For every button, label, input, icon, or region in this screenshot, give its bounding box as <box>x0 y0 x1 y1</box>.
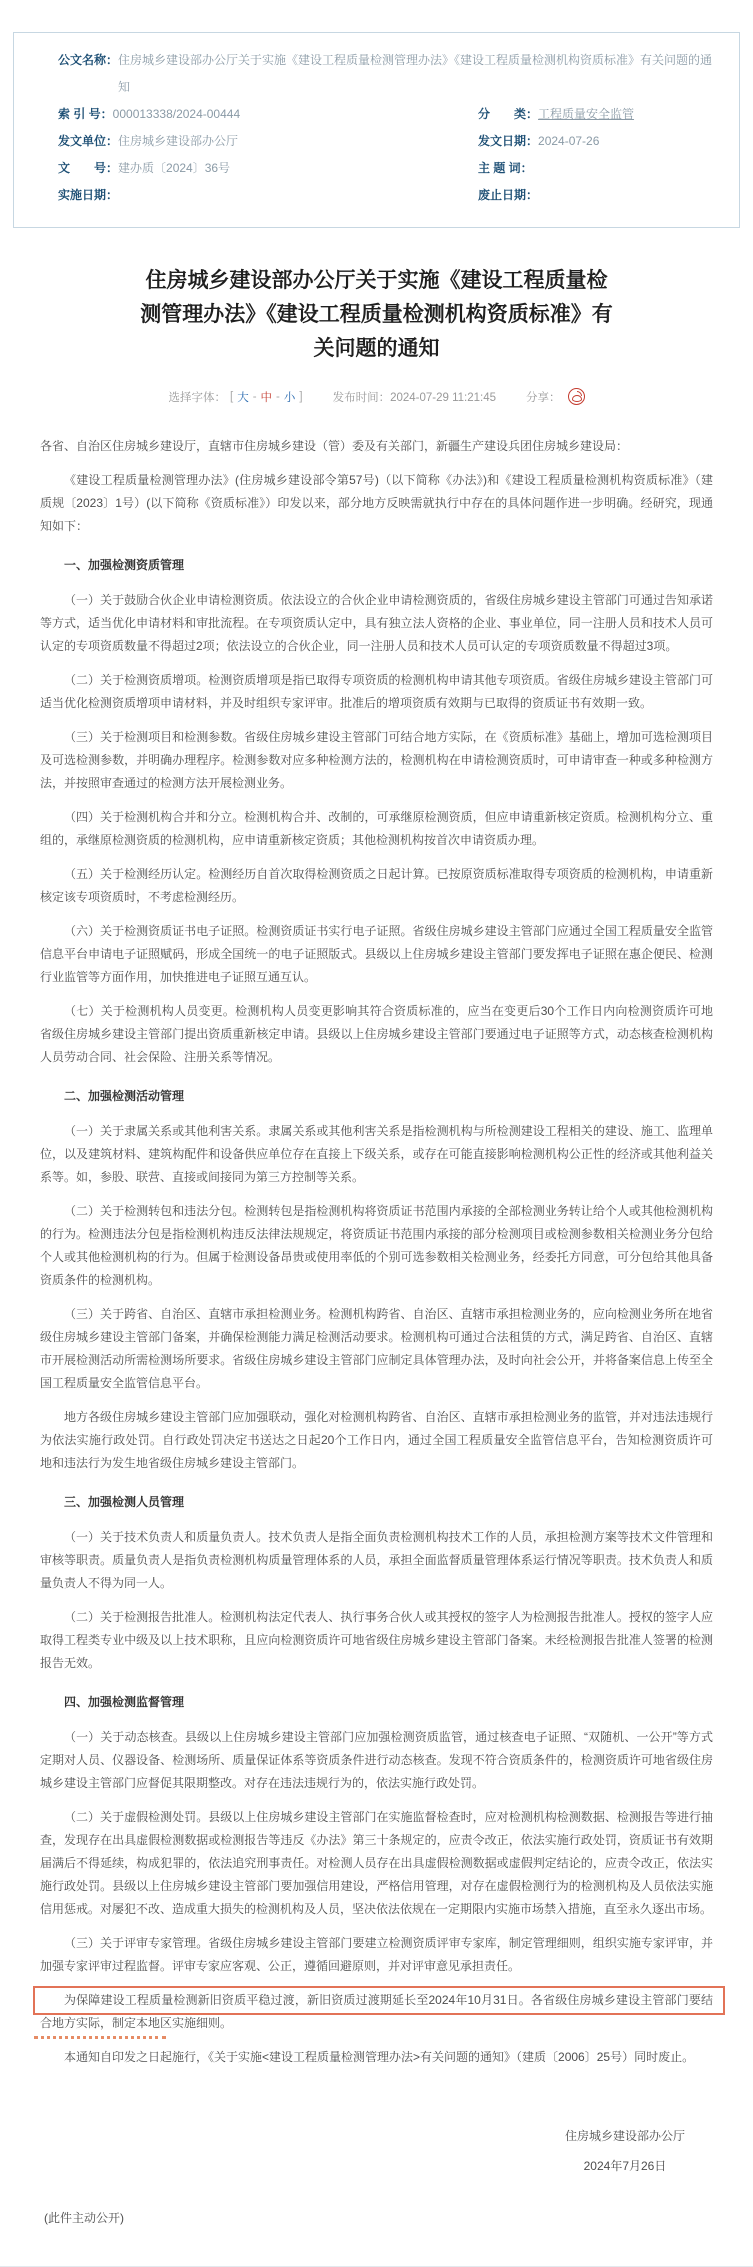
doc-name-label: 公文名称： <box>58 53 119 67</box>
disclosure-footnote: (此件主动公开) <box>44 2211 124 2225</box>
bracket-open: [ <box>229 390 234 403</box>
issue-date-label: 发文日期： <box>478 134 539 148</box>
signature-block <box>0 2121 685 2181</box>
category-link[interactable]: 工程质量安全监管 <box>538 107 635 121</box>
impl-date-label: 实施日期： <box>58 188 119 202</box>
meta-row-subject <box>478 155 719 182</box>
paragraph: （二）关于虚假检测处罚。县级以上住房城乡建设主管部门在实施监督检查时，应对检测机构检测数据、检测报告等进行抽查，发现存在出具虚假检测数据或检测报告等违反《办法》第三十条规定的，应责令改正，依法实施行政处罚，资质证书有效期届满后不得延续，构成犯罪的，依法追究刑事责任。对检测人员存在出具虚假检测数据或虚假判定结论的，应责令改正，依法实施行政处罚。县级以上住房城乡建设主管部门要加强信用建设，严格信用管理，对存在虚假检测行为的检测机构及人员依法实施信用惩戒。对屡犯不改、造成重大损失的检测机构及人员，坚决依法依规在一定期限内实施市场禁入措施，直至永久逐出市场。 <box>40 1810 713 1916</box>
dash: - <box>252 390 257 403</box>
paragraph: （一）关于技术负责人和质量负责人。技术负责人是指全面负责检测机构技术工作的人员，承担检测方案等技术文件管理和审核等职责。质量负责人是指负责检测机构质量管理体系的人员，承担全面监督质量管理体系运行情况等职责。技术负责人和质量负责人不得为同一人。 <box>40 1530 713 1590</box>
section-heading-1: 一、加强检测资质管理 <box>64 558 185 572</box>
meta-row-index-no <box>58 101 478 128</box>
meta-row-expiry-date <box>478 182 719 209</box>
doc-no-value: 建办质〔2024〕36号 <box>118 161 231 175</box>
index-no-label: 索 引 号： <box>58 107 113 121</box>
signature-org: 住房城乡建设部办公厅 <box>564 2129 685 2143</box>
paragraph: （三）关于检测项目和检测参数。省级住房城乡建设主管部门可结合地方实际，在《资质标准》基础上，增加可选检测项目及可选检测参数，并明确办理程序。检测参数对应多种检测方法的，检测机构在申请检测资质时，可申请审查一种或多种检测方法，并按照审查通过的检测方法开展检测业务。 <box>40 730 713 790</box>
share-label: 分享： <box>526 391 561 404</box>
paragraph: （一）关于鼓励合伙企业申请检测资质。依法设立的合伙企业申请检测资质的，省级住房城乡建设主管部门可通过告知承诺等方式，适当优化申请材料和审批流程。在专项资质认定中，具有独立法人资格的企业、事业单位，同一注册人员和技术人员可认定的专项资质数量不得超过2项；依法设立的合伙企业，同一注册人员和技术人员可认定的专项资质数量不得超过3项。 <box>40 593 713 653</box>
article-toolbar <box>0 388 753 405</box>
bracket-close: ] <box>299 390 303 403</box>
dash: - <box>276 390 280 403</box>
meta-row-doc-no <box>58 155 478 182</box>
paragraph: （二）关于检测转包和违法分包。检测转包是指检测机构将资质证书范围内承接的全部检测业务转让给个人或其他检测机构的行为。检测违法分包是指检测机构违反法律法规规定，将资质证书范围内承接的部分检测项目或检测参数相关检测业务分包给个人或其他检测机构的行为。但属于检测设备昂贵或使用率低的个别可选参数相关检测业务，经委托方同意，可分包给其他具备资质条件的检测机构。 <box>40 1204 713 1287</box>
paragraph: （五）关于检测经历认定。检测经历自首次取得检测资质之日起计算。已按原资质标准取得专项资质的检测机构，申请重新核定该专项资质时，不考虑检测经历。 <box>40 867 713 904</box>
doc-name-value: 住房城乡建设部办公厅关于实施《建设工程质量检测管理办法》《建设工程质量检测机构资质标准》有关问题的通知 <box>118 53 713 94</box>
font-size-large-button[interactable]: 大 <box>237 391 249 404</box>
doc-no-label: 文 号： <box>58 161 119 175</box>
paragraph: （一）关于隶属关系或其他利害关系。隶属关系或其他利害关系是指检测机构与所检测建设工程相关的建设、施工、监理单位，以及建筑材料、建筑构配件和设备供应单位存在直接上下级关系，或存在可能直接影响检测机构公正性的经济或其他利益关系等。如，参股、联营、直接或间接同为第三方控制等关系。 <box>40 1124 713 1184</box>
paragraph: （二）关于检测报告批准人。检测机构法定代表人、执行事务合伙人或其授权的签字人为检测报告批准人。授权的签字人应取得工程类专业中级及以上技术职称，且应向检测资质许可地省级住房城乡建设主管部门备案。未经检测报告批准人签署的检测报告无效。 <box>40 1610 713 1670</box>
paragraph: （二）关于检测资质增项。检测资质增项是指已取得专项资质的检测机构申请其他专项资质。省级住房城乡建设主管部门可适当优化检测资质增项申请材料，并及时组织专家评审。批准后的增项资质有效期与已取得的资质证书有效期一致。 <box>40 673 713 710</box>
index-no-value: 000013338/2024-00444 <box>112 107 241 121</box>
paragraph: （四）关于检测机构合并和分立。检测机构合并、改制的，可承继原检测资质，但应申请重新核定资质。检测机构分立、重组的，承继原检测资质的检测机构，应申请重新核定资质；其他检测机构按首次申请资质办理。 <box>40 810 713 847</box>
font-size-medium-button[interactable]: 中 <box>260 391 273 404</box>
section-heading-4: 四、加强检测监督管理 <box>64 1695 185 1709</box>
paragraph: （一）关于动态核查。县级以上住房城乡建设主管部门应加强检测资质监管，通过核查电子证照、“双随机、一公开”等方式定期对人员、仪器设备、检测场所、质量保证体系等资质条件进行动态核查。发现不符合资质条件的，检测资质许可地省级住房城乡建设主管部门应督促其限期整改。对存在违法违规行为的，依法实施行政处罚。 <box>40 1730 713 1790</box>
issue-date-value: 2024-07-26 <box>538 134 600 148</box>
meta-row-doc-name <box>58 47 719 101</box>
paragraph: （三）关于跨省、自治区、直辖市承担检测业务。检测机构跨省、自治区、直辖市承担检测业务的，应向检测业务所在地省级住房城乡建设主管部门备案，并确保检测能力满足检测活动要求。检测机构可通过合法租赁的方式，满足跨省、自治区、直辖市开展检测活动所需检测场所要求。省级住房城乡建设主管部门应制定具体管理办法，及时向社会公开，并将备案信息上传至全国工程质量安全监管信息平台。 <box>40 1307 713 1390</box>
paragraph: （六）关于检测资质证书电子证照。检测资质证书实行电子证照。省级住房城乡建设主管部门应通过全国工程质量安全监管信息平台申请电子证照赋码，形成全国统一的电子证照版式。县级以上住房城乡建设主管部门要发挥电子证照在惠企便民、检测行业监管等方面作用，加快推进电子证照互通互认。 <box>40 924 713 984</box>
paragraph: （七）关于检测机构人员变更。检测机构人员变更影响其符合资质标准的，应当在变更后30个工作日内向检测资质许可地省级住房城乡建设主管部门提出资质重新核定申请。县级以上住房城乡建设主管部门要通过电子证照等方式，动态核查检测机构人员劳动合同、社会保险、注册关系等情况。 <box>40 1004 713 1064</box>
document-meta-table <box>13 32 740 228</box>
paragraph: 地方各级住房城乡建设主管部门应加强联动，强化对检测机构跨省、自治区、直辖市承担检测业务的监管，并对违法违规行为依法实施行政处罚。自行政处罚决定书送达之日起20个工作日内，通过全国工程质量安全监管信息平台，告知检测资质许可地和违法行为发生地省级住房城乡建设主管部门。 <box>40 1410 713 1470</box>
font-select-label: 选择字体： <box>168 391 226 404</box>
page-title: 住房城乡建设部办公厅关于实施《建设工程质量检测管理办法》《建设工程质量检测机构资质标准》有关问题的通知 <box>140 269 613 360</box>
intro-paragraph: 《建设工程质量检测管理办法》(住房城乡建设部令第57号)（以下简称《办法》)和《建设工程质量检测机构资质标准》（建质规〔2023〕1号）(以下简称《资质标准》）印发以来，部分地方反映需就执行中存在的具体问题作进一步明确。经研究，现通知如下： <box>40 473 713 533</box>
salutation: 各省、自治区住房城乡建设厅，直辖市住房城乡建设（管）委及有关部门，新疆生产建设兵团住房城乡建设局： <box>40 439 629 453</box>
closing-paragraph: 本通知自印发之日起施行，《关于实施<建设工程质量检测管理办法>有关问题的通知》（建质〔2006〕25号）同时废止。 <box>64 2050 695 2064</box>
subject-label: 主 题 词： <box>478 161 533 175</box>
meta-row-impl-date <box>58 182 478 209</box>
meta-row-category <box>478 101 719 128</box>
category-label: 分 类： <box>478 107 539 121</box>
orange-dashed-underline <box>34 2036 166 2039</box>
highlighted-paragraph: 为保障建设工程质量检测新旧资质平稳过渡，新旧资质过渡期延长至2024年10月31日。各省级住房城乡建设主管部门要结合地方实际，制定本地区实施细则。 <box>40 1993 713 2030</box>
weibo-share-icon[interactable] <box>568 388 585 405</box>
meta-row-issuer <box>58 128 478 155</box>
section-heading-2: 二、加强检测活动管理 <box>64 1089 185 1103</box>
section-heading-3: 三、加强检测人员管理 <box>64 1495 185 1509</box>
meta-row-issue-date <box>478 128 719 155</box>
document-body <box>40 435 713 2069</box>
publish-time: 发布时间：2024-07-29 11:21:45 <box>332 391 497 404</box>
font-size-small-button[interactable]: 小 <box>283 391 296 404</box>
highlighted-paragraph-wrap <box>40 1989 713 2035</box>
issuer-label: 发文单位： <box>58 134 119 148</box>
paragraph: （三）关于评审专家管理。省级住房城乡建设主管部门要建立检测资质评审专家库，制定管理细则，组织实施专家评审，并加强专家评审过程监督。评审专家应客观、公正，遵循回避原则，并对评审意见承担责任。 <box>40 1936 713 1973</box>
issuer-value: 住房城乡建设部办公厅 <box>118 134 239 148</box>
signature-date: 2024年7月26日 <box>583 2159 667 2173</box>
expiry-date-label: 废止日期： <box>478 188 539 202</box>
